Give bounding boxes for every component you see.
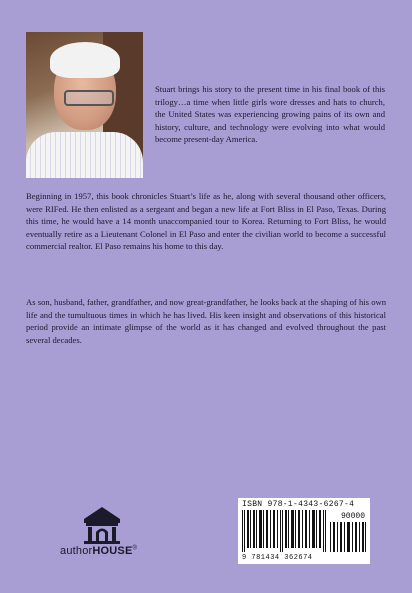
blurb-paragraph-1: Stuart brings his story to the present time in his final book of this trilogy…a time when little girls wore dresses and hats to church, the United States was experiencing growing pains of its own and history, culture, and technology were evolving into what would become present-day America. [155, 84, 385, 145]
isbn-text: ISBN 978-1-4343-6267-4 [242, 500, 355, 509]
publisher-house-icon [82, 505, 122, 545]
photo-glasses [64, 90, 114, 106]
publisher-trademark: ® [132, 545, 138, 552]
photo-shirt [26, 132, 143, 178]
barcode-digits: 9 781434 362674 [242, 554, 313, 562]
blurb-paragraph-3: As son, husband, father, grandfather, and now great-grandfather, he looks back at the shaping of his own life and the tumultuous times in which he has lived. His keen insight and observations of this historical period provide an intimate glimpse of the world as it has changed and evolved throughout the past several decades. [26, 297, 386, 345]
publisher-name-suffix: HOUSE [92, 545, 133, 557]
ean-barcode-bars [242, 510, 326, 552]
author-photo [26, 32, 143, 178]
price-code: 90000 [340, 512, 365, 521]
isbn-barcode [238, 498, 370, 564]
publisher-name [60, 545, 137, 557]
publisher-name-prefix: author [60, 545, 93, 557]
blurb-paragraph-2: Beginning in 1957, this book chronicles Stuart’s life as he, along with several thousand other officers, were RIFed. He then enlisted as a sergeant and began a new life at Fort Bliss in El Paso, Texas. During this time, he would have a 14 month unaccompanied tour to Korea. Returning to Fort Bliss, he would eventually retire as a Lieutenant Colonel in El Paso and enter the civilian world to become a successful commercial realtor. El Paso remains his home to this day. [26, 191, 386, 252]
price-addon-bars [330, 522, 366, 552]
photo-hair [50, 42, 120, 78]
publisher-logo [60, 505, 160, 560]
